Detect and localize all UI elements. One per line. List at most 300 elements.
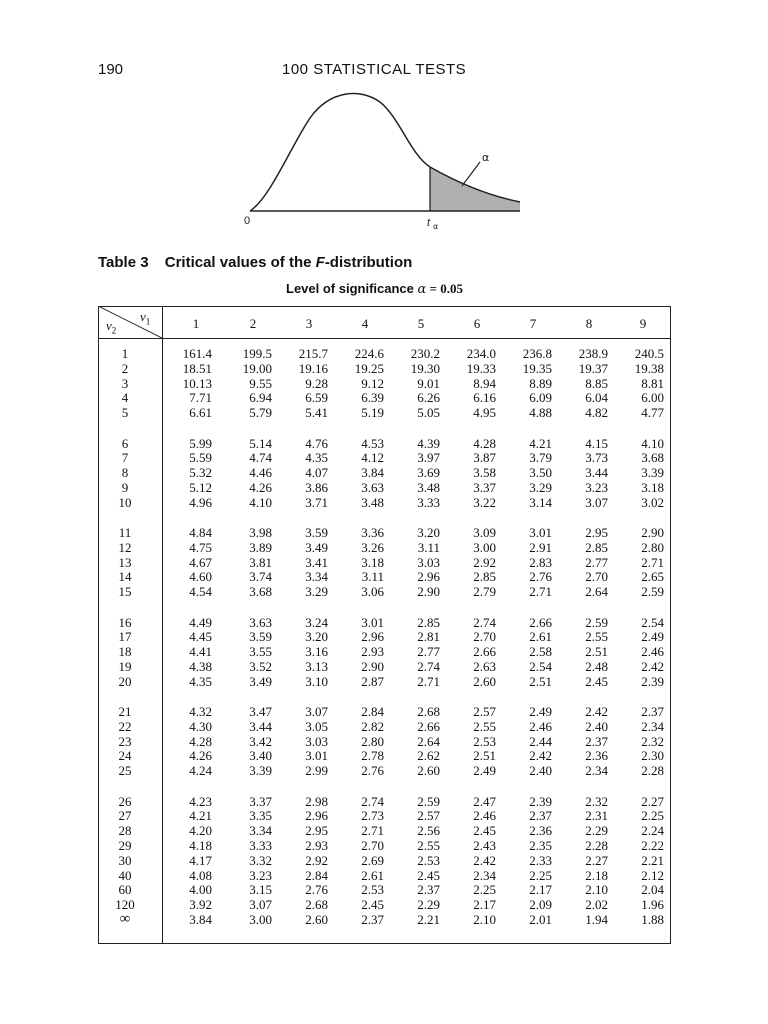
table-cell: 2.49 [529,704,552,719]
table-cell: 2.36 [585,748,608,764]
row-label: 30 [118,852,132,868]
table-cell: 3.00 [249,911,272,927]
table-cell: 234.0 [466,346,496,361]
table-cell: 2.95 [585,525,608,540]
table-cell: 2.90 [361,658,384,674]
table-cell: 2.37 [641,704,664,719]
significance-value: = 0.05 [426,281,463,296]
table-left-border [98,306,99,944]
table-bottom-border [98,943,671,944]
table-cell: 2.92 [305,852,328,868]
table-cell: 2.10 [585,882,608,898]
row-label: 14 [118,569,132,585]
table-cell: 2.59 [641,584,664,600]
table-cell: 10.13 [182,375,212,391]
table-cell: 2.43 [473,837,496,853]
table-cell: 2.60 [473,673,496,689]
table-cell: 2.77 [417,644,440,660]
row-label: 24 [118,748,132,764]
table-cell: 4.24 [189,763,212,779]
table-top-border [98,306,671,307]
table-cell: 1.94 [585,911,608,927]
table-cell: 4.00 [189,882,212,898]
table-cell: 199.5 [242,346,272,361]
table-cell: 19.30 [410,360,440,376]
table-cell: 2.04 [641,882,664,898]
table-cell: 2.51 [473,748,496,764]
table-cell: 19.25 [354,360,384,376]
row-label: 120 [115,897,135,913]
table-cell: 2.40 [585,718,608,734]
table-cell: 2.68 [417,704,440,719]
table-cell: 2.84 [305,867,328,883]
table-cell: 2.48 [585,658,608,674]
table-cell: 2.76 [529,569,552,585]
column-header: 3 [305,316,313,331]
column-header: 9 [639,316,647,331]
table-cell: 4.88 [529,405,552,421]
table-cell: 3.47 [249,704,272,719]
table-cell: 2.91 [529,539,552,555]
table-cell: 4.75 [189,539,212,555]
table-cell: 2.60 [305,911,328,927]
row-label: 20 [118,673,132,689]
table-cell: 2.46 [473,808,496,824]
table-cell: 2.68 [305,897,328,913]
table-cell: 238.9 [578,346,608,361]
table-cell: 2.74 [473,614,496,630]
corner-nu1: $\nu_1$ [140,309,151,327]
table-cell: 2.35 [529,837,552,853]
row-label: 12 [118,539,132,555]
row-label: 40 [118,867,132,883]
table-cell: 3.29 [529,479,552,495]
table-cell: 2.53 [361,882,384,898]
table-cell: 4.84 [189,525,212,540]
table-cell: 3.44 [585,465,608,481]
table-cell: 2.25 [641,808,664,824]
table-cell: 2.37 [361,911,384,927]
table-cell: 2.93 [305,837,328,853]
significance-prefix: Level of significance [286,281,414,296]
column-header: 5 [417,316,425,331]
table-cell: 8.85 [585,375,608,391]
table-cell: 2.45 [473,823,496,839]
table-cell: 4.77 [641,405,664,421]
table-cell: 2.28 [585,837,608,853]
table-cell: 2.17 [473,897,496,913]
table-cell: 4.23 [189,793,212,809]
table-cell: 4.15 [585,435,608,451]
table-cell: 2.42 [473,852,496,868]
column-header: 1 [192,316,200,331]
table-cell: 2.64 [585,584,608,600]
row-label: 25 [118,763,132,779]
table-cell: 2.09 [529,897,552,913]
table-cell: 2.17 [529,882,552,898]
table-cell: 4.08 [189,867,212,883]
table-cell: 9.28 [305,375,328,391]
table-cell: 2.18 [585,867,608,883]
table-cell: 4.49 [189,614,212,630]
table-cell: 3.79 [529,450,552,466]
table-cell: 4.10 [641,435,664,451]
significance-level [286,281,463,297]
table-cell: 2.80 [641,539,664,555]
table-cell: 2.96 [417,569,440,585]
table-cell: 2.61 [529,629,552,645]
row-label: 17 [118,629,132,645]
table-cell: 4.30 [189,718,212,734]
table-cell: 3.33 [249,837,272,853]
table-cell: 4.96 [189,494,212,510]
table-cell: 5.41 [305,405,328,421]
row-label: 21 [118,704,132,719]
table-cell: 2.53 [417,852,440,868]
table-cell: 2.76 [361,763,384,779]
table-cell: 3.68 [249,584,272,600]
row-label: 26 [118,793,132,809]
critical-label: t [427,217,431,229]
table-cell: 6.26 [417,390,440,406]
table-cell: 3.73 [585,450,608,466]
table-cell: 5.05 [417,405,440,421]
caption-text-before: Critical values of the [164,254,316,271]
table-cell: 3.07 [249,897,272,913]
table-cell: 2.45 [585,673,608,689]
table-header-divider [98,338,671,339]
caption-text-italic: F [315,254,325,271]
row-label: 5 [121,405,129,421]
table-cell: 5.32 [189,465,212,481]
table-cell: 3.34 [249,823,272,839]
table-cell: 3.84 [189,911,212,927]
table-cell: 3.23 [249,867,272,883]
table-cell: 2.87 [361,673,384,689]
table-cell: 3.48 [361,494,384,510]
table-cell: 3.01 [361,614,384,630]
table-cell: 2.42 [529,748,552,764]
table-cell: 8.94 [473,375,496,391]
table-cell: 2.51 [529,673,552,689]
table-cell: 3.06 [361,584,384,600]
table-cell: 5.79 [249,405,272,421]
table-cell: 3.03 [417,554,440,570]
table-cell: 3.63 [361,479,384,495]
table-cell: 8.89 [529,375,552,391]
row-label: ∞ [119,910,131,927]
table-cell: 4.35 [189,673,212,689]
table-cell: 4.60 [189,569,212,585]
row-label: 6 [121,435,129,451]
table-cell: 2.49 [641,629,664,645]
table-cell: 2.66 [529,614,552,630]
table-cell: 2.02 [585,897,608,913]
table-cell: 4.28 [189,733,212,749]
table-cell: 3.50 [529,465,552,481]
table-cell: 4.26 [189,748,212,764]
table-cell: 3.20 [305,629,328,645]
table-cell: 2.62 [417,748,440,764]
density-curve-diagram [230,88,530,236]
table-cell: 3.87 [473,450,496,466]
table-cell: 3.11 [417,539,440,555]
alpha-symbol: α [417,282,427,297]
table-cell: 4.46 [249,465,272,481]
table-cell: 2.24 [641,823,664,839]
table-cell: 2.77 [585,554,608,570]
table-cell: 3.58 [473,465,496,481]
table-cell: 2.29 [417,897,440,913]
table-cell: 3.20 [417,525,440,540]
table-cell: 2.74 [361,793,384,809]
table-cell: 2.61 [361,867,384,883]
table-cell: 2.49 [473,763,496,779]
table-cell: 224.6 [354,346,384,361]
table-cell: 6.04 [585,390,608,406]
table-cell: 2.25 [529,867,552,883]
table-cell: 2.37 [417,882,440,898]
row-label: 16 [118,614,132,630]
table-cell: 4.35 [305,450,328,466]
row-label: 19 [118,658,132,674]
table-cell: 2.21 [641,852,664,868]
table-cell: 2.58 [529,644,552,660]
table-cell: 2.66 [473,644,496,660]
row-label: 23 [118,733,132,749]
table-cell: 161.4 [182,346,212,361]
table-cell: 2.76 [305,882,328,898]
table-cell: 2.54 [641,614,664,630]
table-cell: 3.35 [249,808,272,824]
table-cell: 4.95 [473,405,496,421]
table-cell: 3.52 [249,658,272,674]
row-label: 4 [121,390,129,406]
table-cell: 7.71 [189,390,212,406]
table-cell: 2.32 [641,733,664,749]
table-cell: 3.39 [641,465,664,481]
table-cell: 2.63 [473,658,496,674]
table-cell: 2.37 [585,733,608,749]
table-cell: 2.57 [417,808,440,824]
table-cell: 4.67 [189,554,212,570]
row-label: 8 [121,465,129,481]
table-cell: 2.95 [305,823,328,839]
table-cell: 4.28 [473,435,496,451]
table-cell: 215.7 [298,346,328,361]
corner-nu2: $\nu_2$ [106,318,117,336]
table-cell: 2.82 [361,718,384,734]
table-cell: 4.12 [361,450,384,466]
table-cell: 3.41 [305,554,328,570]
table-cell: 2.71 [529,584,552,600]
table-cell: 2.27 [585,852,608,868]
table-cell: 4.41 [189,644,212,660]
table-cell: 2.12 [641,867,664,883]
table-cell: 2.80 [361,733,384,749]
table-cell: 4.54 [189,584,212,600]
table-cell: 6.16 [473,390,496,406]
row-label: 22 [118,718,132,734]
table-cell: 3.07 [305,704,328,719]
table-cell: 3.48 [417,479,440,495]
table-cell: 3.24 [305,614,328,630]
table-cell: 4.17 [189,852,212,868]
table-cell: 3.16 [305,644,328,660]
table-cell: 2.54 [529,658,552,674]
table-cell: 3.42 [249,733,272,749]
table-cell: 19.37 [578,360,608,376]
table-cell: 9.01 [417,375,440,391]
table-cell: 19.33 [466,360,496,376]
table-cell: 236.8 [522,346,552,361]
row-label: 27 [118,808,132,824]
table-cell: 2.96 [361,629,384,645]
table-cell: 3.34 [305,569,328,585]
table-cell: 3.98 [249,525,272,540]
table-cell: 4.39 [417,435,440,451]
table-cell: 3.39 [249,763,272,779]
row-label: 15 [118,584,132,600]
table-cell: 2.71 [361,823,384,839]
table-cell: 3.01 [305,748,328,764]
table-cell: 6.59 [305,390,328,406]
table-cell: 2.90 [417,584,440,600]
table-cell: 3.29 [305,584,328,600]
table-cell: 2.42 [585,704,608,719]
table-cell: 2.92 [473,554,496,570]
table-cell: 3.49 [305,539,328,555]
table-cell: 2.55 [585,629,608,645]
row-label: 3 [121,375,129,391]
table-cell: 3.13 [305,658,328,674]
table-cell: 9.12 [361,375,384,391]
table-cell: 5.12 [189,479,212,495]
table-cell: 5.59 [189,450,212,466]
table-cell: 2.71 [417,673,440,689]
table-cell: 3.36 [361,525,384,540]
row-label: 1 [121,346,129,361]
table-cell: 2.64 [417,733,440,749]
table-cell: 2.44 [529,733,552,749]
table-cell: 6.61 [189,405,212,421]
table-cell: 3.11 [361,569,384,585]
table-cell: 3.07 [585,494,608,510]
table-cell: 3.37 [249,793,272,809]
table-cell: 2.53 [473,733,496,749]
table-cell: 2.93 [361,644,384,660]
table-cell: 2.46 [529,718,552,734]
table-cell: 4.07 [305,465,328,481]
row-label: 10 [118,494,132,510]
table-cell: 3.33 [417,494,440,510]
table-cell: 3.00 [473,539,496,555]
table-cell: 9.55 [249,375,272,391]
table-cell: 2.85 [417,614,440,630]
column-header: 7 [529,316,537,331]
table-cell: 4.10 [249,494,272,510]
table-cell: 3.23 [585,479,608,495]
table-cell: 2.66 [417,718,440,734]
table-cell: 2.55 [473,718,496,734]
row-label: 7 [121,450,129,466]
table-cell: 5.19 [361,405,384,421]
table-cell: 2.70 [473,629,496,645]
table-number: Table 3 [98,254,149,271]
table-cell: 19.38 [634,360,664,376]
table-cell: 4.18 [189,837,212,853]
table-cell: 2.65 [641,569,664,585]
table-cell: 2.34 [585,763,608,779]
table-cell: 4.74 [249,450,272,466]
table-cell: 4.26 [249,479,272,495]
table-cell: 2.30 [641,748,664,764]
table-cell: 2.45 [361,897,384,913]
table-cell: 3.49 [249,673,272,689]
table-cell: 1.96 [641,897,664,913]
table-cell: 2.21 [417,911,440,927]
table-cell: 6.09 [529,390,552,406]
table-cell: 4.76 [305,435,328,451]
table-cell: 3.01 [529,525,552,540]
table-cell: 3.40 [249,748,272,764]
table-cell: 2.81 [417,629,440,645]
table-cell: 2.29 [585,823,608,839]
table-cell: 3.74 [249,569,272,585]
column-header: 6 [473,316,481,331]
table-cell: 2.83 [529,554,552,570]
running-head: 100 STATISTICAL TESTS [282,61,467,78]
table-cell: 4.21 [529,435,552,451]
table-cell: 3.10 [305,673,328,689]
table-cell: 3.55 [249,644,272,660]
page-number: 190 [98,61,124,78]
table-cell: 4.20 [189,823,212,839]
table-cell: 1.88 [641,911,664,927]
row-label: 2 [121,360,129,376]
table-cell: 3.84 [361,465,384,481]
column-header: 4 [361,316,369,331]
table-cell: 3.59 [249,629,272,645]
table-cell: 3.68 [641,450,664,466]
table-cell: 2.10 [473,911,496,927]
table-cell: 3.63 [249,614,272,630]
table-cell: 2.45 [417,867,440,883]
table-cell: 18.51 [182,360,212,376]
table-cell: 2.55 [417,837,440,853]
table-cell: 3.05 [305,718,328,734]
table-cell: 6.94 [249,390,272,406]
table-cell: 2.59 [585,614,608,630]
table-cell: 5.14 [249,435,272,451]
table-cell: 2.60 [417,763,440,779]
row-label: 29 [118,837,132,853]
table-cell: 4.38 [189,658,212,674]
table-cell: 2.70 [585,569,608,585]
table-cell: 2.27 [641,793,664,809]
table-cell: 2.46 [641,644,664,660]
table-cell: 3.26 [361,539,384,555]
row-label: 60 [118,882,132,898]
table-cell: 2.57 [473,704,496,719]
critical-subscript: α [433,222,439,231]
table-cell: 230.2 [410,346,440,361]
table-cell: 3.09 [473,525,496,540]
table-cell: 5.99 [189,435,212,451]
table-cell: 2.79 [473,584,496,600]
table-cell: 2.37 [529,808,552,824]
table-cell: 6.00 [641,390,664,406]
